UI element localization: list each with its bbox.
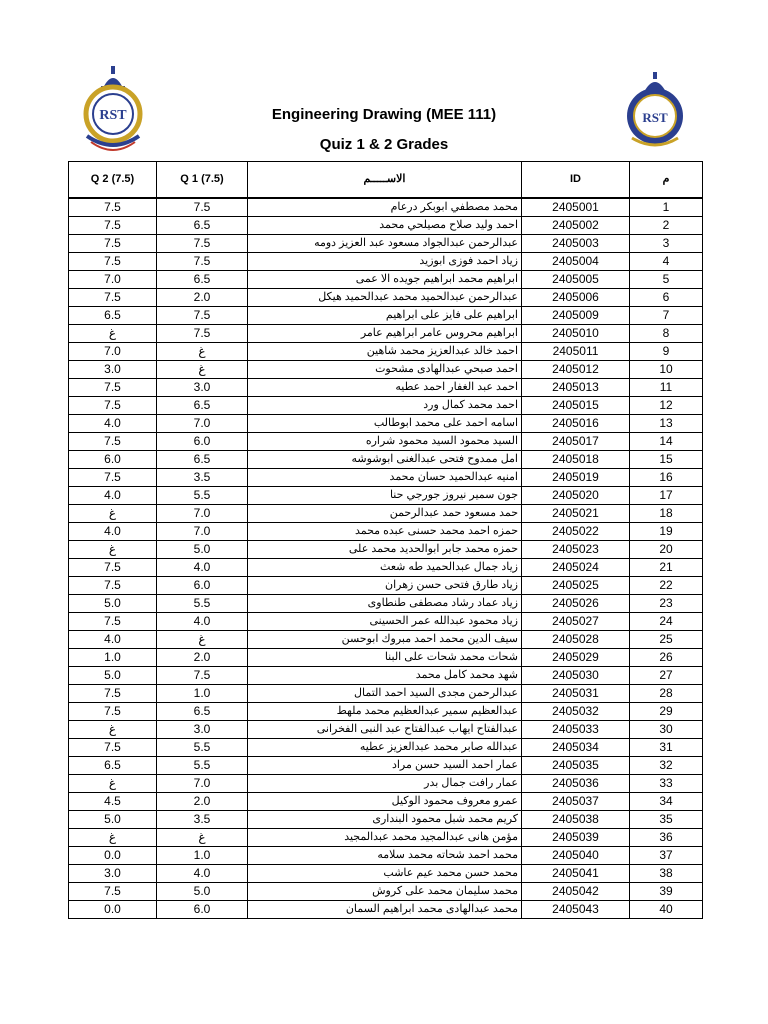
cell-number: 28 [630, 685, 703, 703]
cell-q2: 3.0 [69, 865, 157, 883]
cell-name: زياد محمود عبدالله عمر الحسينى [248, 613, 522, 631]
cell-q1: غ [157, 343, 248, 361]
cell-name: محمد عبدالهادى محمد ابراهيم السمان [248, 901, 522, 919]
cell-number: 18 [630, 505, 703, 523]
table-row [69, 397, 703, 415]
cell-id: 2405024 [522, 559, 630, 577]
table-header-row [69, 162, 703, 199]
cell-q2: غ [69, 325, 157, 343]
cell-q1: 6.5 [157, 451, 248, 469]
table-row [69, 307, 703, 325]
cell-id: 2405002 [522, 217, 630, 235]
cell-q2: 4.0 [69, 487, 157, 505]
cell-q2: 6.5 [69, 307, 157, 325]
cell-q1: 6.5 [157, 271, 248, 289]
cell-q1: 2.0 [157, 289, 248, 307]
table-row [69, 667, 703, 685]
cell-id: 2405035 [522, 757, 630, 775]
cell-q1: 3.5 [157, 469, 248, 487]
cell-id: 2405003 [522, 235, 630, 253]
cell-q1: 4.0 [157, 559, 248, 577]
table-row [69, 685, 703, 703]
cell-number: 6 [630, 289, 703, 307]
cell-name: شهد محمد كامل محمد [248, 667, 522, 685]
cell-name: شحات محمد شحات على البنا [248, 649, 522, 667]
cell-number: 17 [630, 487, 703, 505]
cell-number: 37 [630, 847, 703, 865]
table-row [69, 649, 703, 667]
cell-id: 2405022 [522, 523, 630, 541]
cell-number: 19 [630, 523, 703, 541]
cell-number: 20 [630, 541, 703, 559]
cell-name: زياد احمد فوزى ابوزيد [248, 253, 522, 271]
cell-q1: 7.5 [157, 325, 248, 343]
table-row [69, 829, 703, 847]
cell-id: 2405025 [522, 577, 630, 595]
cell-q1: 7.5 [157, 667, 248, 685]
table-row [69, 379, 703, 397]
cell-q2: 7.5 [69, 739, 157, 757]
cell-q2: 7.5 [69, 685, 157, 703]
cell-number: 16 [630, 469, 703, 487]
cell-number: 33 [630, 775, 703, 793]
cell-id: 2405030 [522, 667, 630, 685]
table-row [69, 433, 703, 451]
cell-id: 2405027 [522, 613, 630, 631]
cell-number: 11 [630, 379, 703, 397]
cell-number: 8 [630, 325, 703, 343]
cell-id: 2405037 [522, 793, 630, 811]
header-id: ID [522, 162, 630, 199]
cell-id: 2405023 [522, 541, 630, 559]
table-row [69, 235, 703, 253]
svg-text:RST: RST [642, 110, 668, 125]
cell-number: 32 [630, 757, 703, 775]
header-name: الاســـــم [248, 162, 522, 199]
cell-id: 2405026 [522, 595, 630, 613]
cell-name: اسامه احمد على محمد ابوطالب [248, 415, 522, 433]
cell-q2: 0.0 [69, 901, 157, 919]
document-subtitle: Quiz 1 & 2 Grades [319, 136, 449, 153]
cell-q1: 7.0 [157, 415, 248, 433]
cell-id: 2405020 [522, 487, 630, 505]
cell-q2: 4.0 [69, 631, 157, 649]
cell-number: 23 [630, 595, 703, 613]
cell-q1: 5.5 [157, 757, 248, 775]
cell-q1: 5.0 [157, 541, 248, 559]
cell-number: 9 [630, 343, 703, 361]
cell-q1: 5.5 [157, 739, 248, 757]
cell-q2: 4.5 [69, 793, 157, 811]
cell-q1: 5.0 [157, 883, 248, 901]
cell-q2: غ [69, 721, 157, 739]
table-row [69, 325, 703, 343]
cell-q2: 7.5 [69, 433, 157, 451]
cell-q2: 7.5 [69, 559, 157, 577]
cell-id: 2405016 [522, 415, 630, 433]
table-body [69, 198, 703, 919]
cell-q1: 4.0 [157, 613, 248, 631]
cell-name: عمرو معروف محمود الوكيل [248, 793, 522, 811]
table-row [69, 559, 703, 577]
cell-q1: 7.5 [157, 307, 248, 325]
cell-number: 1 [630, 198, 703, 217]
cell-number: 26 [630, 649, 703, 667]
cell-name: احمد خالد عبدالعزيز محمد شاهين [248, 343, 522, 361]
cell-q2: 7.5 [69, 289, 157, 307]
cell-name: امنيه عبدالحميد حسان محمد [248, 469, 522, 487]
table-row [69, 901, 703, 919]
cell-name: احمد محمد كمال ورد [248, 397, 522, 415]
table-row [69, 739, 703, 757]
table-row [69, 703, 703, 721]
cell-number: 31 [630, 739, 703, 757]
cell-id: 2405005 [522, 271, 630, 289]
table-row [69, 198, 703, 217]
cell-number: 25 [630, 631, 703, 649]
cell-id: 2405015 [522, 397, 630, 415]
cell-q2: 6.0 [69, 451, 157, 469]
cell-name: عبدالرحمن عبدالجواد مسعود عبد العزيز دومه [248, 235, 522, 253]
cell-name: حمزه احمد محمد حسنى عبده محمد [248, 523, 522, 541]
table-row [69, 721, 703, 739]
cell-id: 2405039 [522, 829, 630, 847]
header-q1: Q 1 (7.5) [157, 162, 248, 199]
cell-id: 2405018 [522, 451, 630, 469]
cell-id: 2405017 [522, 433, 630, 451]
table-row [69, 253, 703, 271]
cell-q2: 7.5 [69, 613, 157, 631]
table-row [69, 523, 703, 541]
cell-id: 2405042 [522, 883, 630, 901]
cell-q1: 7.5 [157, 198, 248, 217]
document-title: Engineering Drawing (MEE 111) [271, 106, 497, 123]
cell-q2: غ [69, 775, 157, 793]
table-row [69, 577, 703, 595]
cell-q1: غ [157, 829, 248, 847]
cell-id: 2405040 [522, 847, 630, 865]
cell-number: 5 [630, 271, 703, 289]
cell-q1: غ [157, 361, 248, 379]
cell-name: ابراهيم على فايز على ابراهيم [248, 307, 522, 325]
cell-q2: 6.5 [69, 757, 157, 775]
cell-q1: 5.5 [157, 487, 248, 505]
cell-name: حمزه محمد جابر ابوالحديد محمد على [248, 541, 522, 559]
cell-id: 2405032 [522, 703, 630, 721]
cell-q1: 7.5 [157, 235, 248, 253]
cell-id: 2405041 [522, 865, 630, 883]
cell-q2: 7.5 [69, 577, 157, 595]
table-row [69, 505, 703, 523]
cell-q1: 2.0 [157, 793, 248, 811]
cell-number: 39 [630, 883, 703, 901]
cell-number: 14 [630, 433, 703, 451]
cell-number: 22 [630, 577, 703, 595]
cell-name: ابراهيم محروس عامر ابراهيم عامر [248, 325, 522, 343]
cell-number: 40 [630, 901, 703, 919]
cell-number: 12 [630, 397, 703, 415]
cell-q1: 7.0 [157, 523, 248, 541]
cell-name: زياد طارق فتحى حسن زهران [248, 577, 522, 595]
cell-name: عبدالله صابر محمد عبدالعزيز عطيه [248, 739, 522, 757]
cell-id: 2405001 [522, 198, 630, 217]
cell-number: 13 [630, 415, 703, 433]
cell-number: 24 [630, 613, 703, 631]
cell-name: زياد جمال عبدالحميد طه شعث [248, 559, 522, 577]
cell-q1: 2.0 [157, 649, 248, 667]
cell-q2: 7.0 [69, 343, 157, 361]
cell-name: احمد وليد صلاح مصيلحي محمد [248, 217, 522, 235]
cell-q1: 7.0 [157, 505, 248, 523]
cell-number: 21 [630, 559, 703, 577]
table-row [69, 883, 703, 901]
cell-number: 4 [630, 253, 703, 271]
cell-name: جون سمير نيروز جورجي حنا [248, 487, 522, 505]
table-row [69, 217, 703, 235]
cell-q2: 7.5 [69, 397, 157, 415]
cell-q1: 4.0 [157, 865, 248, 883]
cell-q2: غ [69, 541, 157, 559]
cell-q2: 0.0 [69, 847, 157, 865]
cell-q1: 3.0 [157, 379, 248, 397]
cell-id: 2405012 [522, 361, 630, 379]
table-row [69, 451, 703, 469]
cell-id: 2405036 [522, 775, 630, 793]
table-row [69, 811, 703, 829]
cell-id: 2405013 [522, 379, 630, 397]
cell-id: 2405006 [522, 289, 630, 307]
table-row [69, 343, 703, 361]
table-row [69, 289, 703, 307]
cell-number: 35 [630, 811, 703, 829]
table-row [69, 415, 703, 433]
cell-number: 15 [630, 451, 703, 469]
cell-name: امل ممدوح فتحى عبدالغنى ابوشوشه [248, 451, 522, 469]
cell-name: محمد مصطفي ابوبكر درعام [248, 198, 522, 217]
cell-name: عبدالعظيم سمير عبدالعظيم محمد ملهط [248, 703, 522, 721]
cell-number: 34 [630, 793, 703, 811]
cell-number: 2 [630, 217, 703, 235]
cell-name: محمد احمد شحاته محمد سلامه [248, 847, 522, 865]
table-row [69, 775, 703, 793]
cell-name: ابراهيم محمد ابراهيم جويده الا عمى [248, 271, 522, 289]
cell-name: محمد سليمان محمد على كروش [248, 883, 522, 901]
table-row [69, 757, 703, 775]
cell-name: عمار احمد السيد حسن مراد [248, 757, 522, 775]
cell-q1: 6.5 [157, 397, 248, 415]
table-row [69, 847, 703, 865]
cell-number: 3 [630, 235, 703, 253]
cell-q2: 7.5 [69, 379, 157, 397]
cell-name: عبدالرحمن عبدالحميد محمد عبدالحميد هيكل [248, 289, 522, 307]
cell-q2: 7.5 [69, 198, 157, 217]
cell-q1: 6.0 [157, 901, 248, 919]
cell-q1: غ [157, 631, 248, 649]
cell-id: 2405028 [522, 631, 630, 649]
cell-q2: 4.0 [69, 415, 157, 433]
table-row [69, 631, 703, 649]
cell-q2: 5.0 [69, 811, 157, 829]
cell-q2: 5.0 [69, 595, 157, 613]
cell-q2: 3.0 [69, 361, 157, 379]
cell-q2: 5.0 [69, 667, 157, 685]
cell-name: كريم محمد شبل محمود البندارى [248, 811, 522, 829]
cell-id: 2405029 [522, 649, 630, 667]
cell-number: 10 [630, 361, 703, 379]
cell-q1: 6.5 [157, 703, 248, 721]
cell-name: احمد صبحي عبدالهادى مشحوت [248, 361, 522, 379]
table-row [69, 793, 703, 811]
cell-id: 2405033 [522, 721, 630, 739]
cell-id: 2405043 [522, 901, 630, 919]
cell-id: 2405011 [522, 343, 630, 361]
cell-q1: 7.5 [157, 253, 248, 271]
cell-name: عبدالرحمن مجدى السيد احمد التمال [248, 685, 522, 703]
cell-name: عمار رافت جمال بدر [248, 775, 522, 793]
cell-q1: 1.0 [157, 847, 248, 865]
cell-number: 38 [630, 865, 703, 883]
cell-name: سيف الدين محمد احمد مبروك ابوحسن [248, 631, 522, 649]
cell-name: مؤمن هانى عبدالمجيد محمد عبدالمجيد [248, 829, 522, 847]
cell-q2: غ [69, 505, 157, 523]
cell-q2: 7.5 [69, 883, 157, 901]
header-number: م [630, 162, 703, 199]
cell-id: 2405031 [522, 685, 630, 703]
cell-q2: 4.0 [69, 523, 157, 541]
cell-number: 36 [630, 829, 703, 847]
cell-id: 2405004 [522, 253, 630, 271]
table-row [69, 541, 703, 559]
cell-q2: 7.5 [69, 469, 157, 487]
cell-name: احمد عبد الغفار احمد عطيه [248, 379, 522, 397]
cell-name: زياد عماد رشاد مصطفى طنطاوى [248, 595, 522, 613]
cell-id: 2405034 [522, 739, 630, 757]
cell-q2: 7.0 [69, 271, 157, 289]
cell-q2: 1.0 [69, 649, 157, 667]
cell-id: 2405010 [522, 325, 630, 343]
cell-q1: 3.5 [157, 811, 248, 829]
svg-text:RST: RST [99, 108, 127, 123]
cell-number: 30 [630, 721, 703, 739]
cell-name: محمد حسن محمد عيم عاشب [248, 865, 522, 883]
cell-q1: 7.0 [157, 775, 248, 793]
cell-q1: 6.0 [157, 433, 248, 451]
cell-q2: 7.5 [69, 703, 157, 721]
table-row [69, 487, 703, 505]
cell-q1: 5.5 [157, 595, 248, 613]
cell-q2: غ [69, 829, 157, 847]
cell-q1: 6.0 [157, 577, 248, 595]
cell-id: 2405009 [522, 307, 630, 325]
cell-id: 2405019 [522, 469, 630, 487]
table-row [69, 361, 703, 379]
cell-name: عبدالفتاح ايهاب عبدالفتاح عبد النبى الفخرانى [248, 721, 522, 739]
table-row [69, 271, 703, 289]
table-row [69, 595, 703, 613]
table-row [69, 613, 703, 631]
cell-q2: 7.5 [69, 217, 157, 235]
table-row [69, 865, 703, 883]
cell-q1: 1.0 [157, 685, 248, 703]
cell-q1: 3.0 [157, 721, 248, 739]
cell-q2: 7.5 [69, 253, 157, 271]
cell-q1: 6.5 [157, 217, 248, 235]
table-row [69, 469, 703, 487]
cell-name: حمد مسعود حمد عبدالرحمن [248, 505, 522, 523]
cell-id: 2405038 [522, 811, 630, 829]
header-q2: Q 2 (7.5) [69, 162, 157, 199]
cell-id: 2405021 [522, 505, 630, 523]
cell-name: السيد محمود السيد محمود شراره [248, 433, 522, 451]
cell-number: 7 [630, 307, 703, 325]
cell-number: 27 [630, 667, 703, 685]
cell-number: 29 [630, 703, 703, 721]
cell-q2: 7.5 [69, 235, 157, 253]
grades-table [68, 161, 703, 919]
